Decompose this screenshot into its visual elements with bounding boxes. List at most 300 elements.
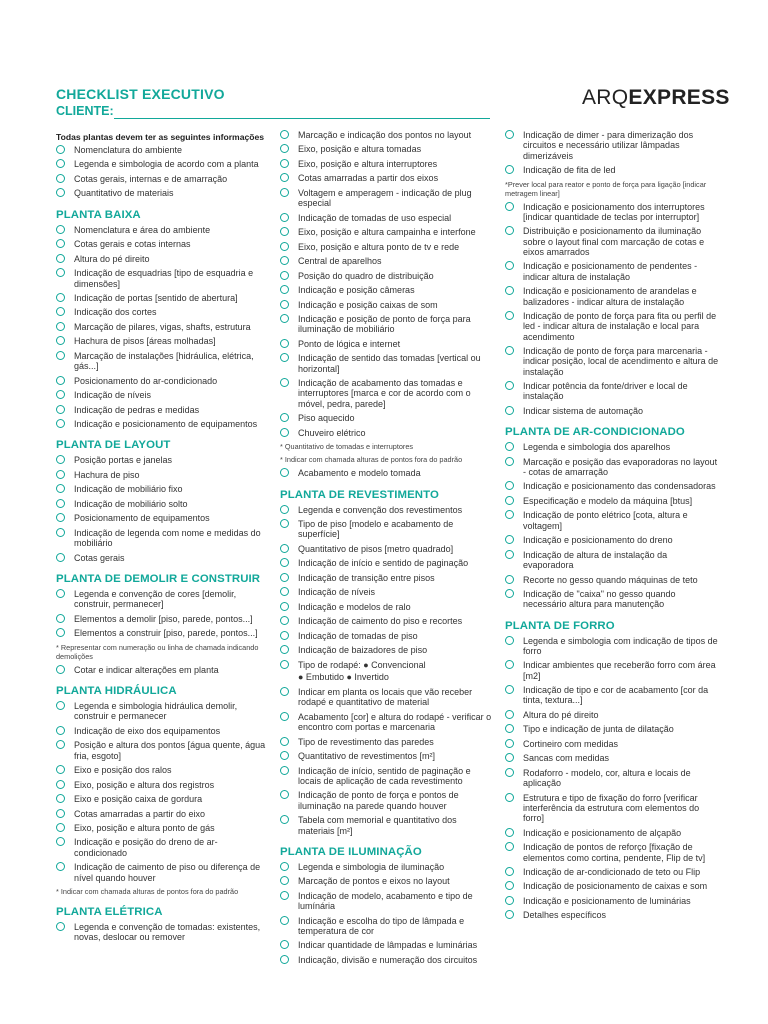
circle-checkbox-icon[interactable] <box>56 837 65 846</box>
checklist-item-label: Nomenclatura do ambiente <box>74 145 183 155</box>
circle-checkbox-icon[interactable] <box>56 628 65 637</box>
circle-checkbox-icon[interactable] <box>280 413 289 422</box>
checklist-item[interactable] <box>505 724 719 734</box>
circle-checkbox-icon[interactable] <box>505 896 514 905</box>
circle-checkbox-icon[interactable] <box>505 768 514 777</box>
checklist-item[interactable] <box>56 145 270 155</box>
checklist-item[interactable] <box>56 726 270 736</box>
checklist-item-label: Chuveiro elétrico <box>298 427 366 438</box>
checklist-item-label: Rodaforro - modelo, cor, altura e locais de aplicação <box>523 767 691 789</box>
checklist-item[interactable] <box>56 823 270 833</box>
checklist-item[interactable] <box>56 254 270 264</box>
checklist-item-label: Sancas com medidas <box>523 753 610 764</box>
circle-checkbox-icon[interactable] <box>505 261 514 270</box>
circle-checkbox-icon[interactable] <box>56 740 65 749</box>
checklist-item-label: Tipo de revestimento das paredes <box>298 736 434 747</box>
checklist-item-label: Posição e altura dos pontos [água quente, água fria, esgoto] <box>74 740 266 761</box>
checklist-item-label: Marcação e indicação dos pontos no layout <box>298 130 472 140</box>
checklist-item-label: Indicação de altura de instalação da evaporadora <box>523 549 668 571</box>
circle-checkbox-icon[interactable] <box>280 144 289 153</box>
checklist-item[interactable] <box>505 710 719 720</box>
checklist-item[interactable] <box>505 481 719 491</box>
circle-checkbox-icon[interactable] <box>280 737 289 746</box>
checklist-item[interactable] <box>280 587 494 597</box>
checklist-item-label: Recorte no gesso quando máquinas de teto <box>523 574 698 585</box>
checklist-item[interactable] <box>505 739 719 749</box>
checklist-item-label: Detalhes específicos <box>523 910 607 921</box>
circle-checkbox-icon[interactable] <box>280 587 289 596</box>
checklist-item-label: Piso aquecido <box>298 413 355 424</box>
circle-checkbox-icon[interactable] <box>280 227 289 236</box>
checklist-item-label: Indicação de início, sentido de paginação e locais de aplicação de cada revestimento <box>298 765 471 786</box>
checklist-item[interactable] <box>505 550 719 571</box>
circle-checkbox-icon[interactable] <box>280 353 289 362</box>
circle-checkbox-icon[interactable] <box>280 751 289 760</box>
circle-checkbox-icon[interactable] <box>280 558 289 567</box>
checklist-item[interactable] <box>505 636 719 657</box>
checklist-item[interactable] <box>56 419 270 429</box>
circle-checkbox-icon[interactable] <box>505 130 514 139</box>
circle-checkbox-icon[interactable] <box>505 496 514 505</box>
circle-checkbox-icon[interactable] <box>505 457 514 466</box>
checklist-item-label: Indicação e posicionamento de arandelas e balizadores - indicar altura de instalação <box>523 286 697 307</box>
circle-checkbox-icon[interactable] <box>280 339 289 348</box>
circle-checkbox-icon[interactable] <box>56 405 65 414</box>
circle-checkbox-icon[interactable] <box>280 314 289 323</box>
circle-checkbox-icon[interactable] <box>280 130 289 139</box>
checklist-item[interactable] <box>56 225 270 235</box>
circle-checkbox-icon[interactable] <box>280 300 289 309</box>
checklist-item-label: Indicação e posicionamento de alçapão <box>523 827 682 838</box>
circle-checkbox-icon[interactable] <box>56 665 65 674</box>
checklist-item[interactable] <box>280 790 494 811</box>
checklist-item[interactable] <box>280 862 494 872</box>
checklist-item[interactable] <box>280 544 494 554</box>
checklist-item[interactable] <box>56 922 270 943</box>
checklist-item[interactable] <box>56 470 270 480</box>
circle-checkbox-icon[interactable] <box>280 891 289 900</box>
circle-checkbox-icon[interactable] <box>56 794 65 803</box>
checklist-item[interactable] <box>505 575 719 585</box>
checklist-item[interactable] <box>280 428 494 438</box>
circle-checkbox-icon[interactable] <box>56 470 65 479</box>
circle-checkbox-icon[interactable] <box>280 271 289 280</box>
checklist-item-label: Indicação e posicionamento das condensadoras <box>523 481 716 492</box>
checklist-item-label: Indicação de baizadores de piso <box>298 645 428 656</box>
circle-checkbox-icon[interactable] <box>56 239 65 248</box>
checklist-item[interactable] <box>505 828 719 838</box>
checklist-item-label: Indicação de portas [sentido de abertura] <box>74 292 238 303</box>
checklist-item[interactable] <box>505 286 719 307</box>
checklist-item[interactable] <box>280 891 494 912</box>
checklist-item[interactable] <box>56 628 270 638</box>
circle-checkbox-icon[interactable] <box>56 922 65 931</box>
checklist-item[interactable] <box>280 353 494 374</box>
circle-checkbox-icon[interactable] <box>505 724 514 733</box>
circle-checkbox-icon[interactable] <box>280 616 289 625</box>
circle-checkbox-icon[interactable] <box>280 468 289 477</box>
circle-checkbox-icon[interactable] <box>505 575 514 584</box>
checklist-item-label: Posição portas e janelas <box>74 455 173 466</box>
checklist-item[interactable] <box>56 268 270 289</box>
checklist-item-label: Marcação de pilares, vigas, shafts, estrutura <box>74 321 251 332</box>
circle-checkbox-icon[interactable] <box>505 165 514 174</box>
circle-checkbox-icon[interactable] <box>56 336 65 345</box>
checklist-item-label: Legenda e convenção de tomadas: existentes, novas, deslocar ou remover <box>74 922 261 943</box>
circle-checkbox-icon[interactable] <box>505 381 514 390</box>
circle-checkbox-icon[interactable] <box>280 213 289 222</box>
circle-checkbox-icon[interactable] <box>505 710 514 719</box>
checklist-item[interactable] <box>56 239 270 249</box>
circle-checkbox-icon[interactable] <box>56 188 65 197</box>
checklist-item[interactable] <box>56 513 270 523</box>
checklist-item[interactable] <box>56 528 270 549</box>
circle-checkbox-icon[interactable] <box>280 712 289 721</box>
checklist-item[interactable] <box>505 202 719 223</box>
checklist-item[interactable] <box>280 940 494 950</box>
checklist-item-label: Indicação e posição de ponto de força para iluminação de mobiliário <box>298 314 471 335</box>
checklist-item-label: Elementos a construir [piso, parede, pontos...] <box>74 628 258 639</box>
checklist-item[interactable] <box>56 740 270 761</box>
circle-checkbox-icon[interactable] <box>56 614 65 623</box>
checklist-item[interactable] <box>56 553 270 563</box>
checklist-item-label: Ponto de lógica e internet <box>298 338 401 349</box>
checklist-item[interactable] <box>56 390 270 400</box>
checklist-item[interactable] <box>505 406 719 416</box>
checklist-item[interactable] <box>505 346 719 377</box>
checklist-item-label: Indicação e escolha do tipo de lâmpada e temperatura de cor <box>298 915 465 936</box>
checklist-item[interactable] <box>56 455 270 465</box>
circle-checkbox-icon[interactable] <box>56 780 65 789</box>
checklist-item-label: Eixo e posição dos ralos <box>74 765 172 776</box>
checklist-item[interactable] <box>280 645 494 655</box>
circle-checkbox-icon[interactable] <box>505 346 514 355</box>
checklist-item[interactable] <box>505 793 719 824</box>
checklist-item[interactable] <box>505 311 719 342</box>
checklist-item-label: Indicação de níveis <box>298 587 376 598</box>
circle-checkbox-icon[interactable] <box>280 505 289 514</box>
checklist-item-label: Indicação de caimento de piso ou diferença de nível quando houver <box>74 862 261 883</box>
circle-checkbox-icon[interactable] <box>56 765 65 774</box>
circle-checkbox-icon[interactable] <box>280 159 289 168</box>
checklist-item-label: Tipo e indicação de junta de dilatação <box>523 724 674 735</box>
circle-checkbox-icon[interactable] <box>56 145 65 154</box>
checklist-item[interactable] <box>505 457 719 478</box>
circle-checkbox-icon[interactable] <box>56 823 65 832</box>
checklist-item[interactable] <box>280 213 494 223</box>
checklist-item[interactable] <box>505 535 719 545</box>
checklist-item[interactable] <box>505 896 719 906</box>
checklist-item[interactable] <box>280 602 494 612</box>
circle-checkbox-icon[interactable] <box>56 701 65 710</box>
column-2 <box>280 130 494 969</box>
circle-checkbox-icon[interactable] <box>505 636 514 645</box>
circle-checkbox-icon[interactable] <box>505 202 514 211</box>
circle-checkbox-icon[interactable] <box>280 188 289 197</box>
circle-checkbox-icon[interactable] <box>280 519 289 528</box>
checklist-item[interactable] <box>56 322 270 332</box>
circle-checkbox-icon[interactable] <box>280 242 289 251</box>
checklist-item[interactable] <box>56 589 270 610</box>
circle-checkbox-icon[interactable] <box>280 544 289 553</box>
circle-checkbox-icon[interactable] <box>280 173 289 182</box>
checklist-item-label: Legenda e convenção de cores [demolir, construir, permanecer] <box>74 588 237 610</box>
checklist-item[interactable] <box>280 737 494 747</box>
checklist-item[interactable] <box>280 955 494 965</box>
checklist-item[interactable] <box>280 616 494 626</box>
checklist-item[interactable] <box>56 188 270 198</box>
checklist-item-label: Legenda e simbologia hidráulica demolir, construir e permanecer <box>74 701 238 722</box>
client-input-line[interactable] <box>114 118 490 119</box>
checklist-item[interactable] <box>56 780 270 790</box>
checklist-item[interactable] <box>56 174 270 184</box>
circle-checkbox-icon[interactable] <box>280 602 289 611</box>
circle-checkbox-icon[interactable] <box>505 481 514 490</box>
checklist-item-label: Indicação de tipo e cor de acabamento [cor da tinta, textura...] <box>523 685 709 706</box>
checklist-item[interactable] <box>56 376 270 386</box>
circle-checkbox-icon[interactable] <box>56 351 65 360</box>
circle-checkbox-icon[interactable] <box>56 293 65 302</box>
checklist-item-label: Quantitativo de materiais <box>74 188 174 199</box>
checklist-item[interactable] <box>280 766 494 787</box>
checklist-item[interactable] <box>280 173 494 183</box>
checklist-item-label: Indicação, divisão e numeração dos circuitos <box>298 954 478 965</box>
circle-checkbox-icon[interactable] <box>56 809 65 818</box>
circle-checkbox-icon[interactable] <box>505 510 514 519</box>
circle-checkbox-icon[interactable] <box>505 589 514 598</box>
checklist-item[interactable] <box>280 751 494 761</box>
checklist-item[interactable] <box>505 910 719 920</box>
checklist-item[interactable] <box>280 256 494 266</box>
checklist-item[interactable] <box>505 496 719 506</box>
circle-checkbox-icon[interactable] <box>505 685 514 694</box>
circle-checkbox-icon[interactable] <box>505 286 514 295</box>
checklist-item[interactable] <box>56 809 270 819</box>
circle-checkbox-icon[interactable] <box>280 660 289 669</box>
checklist-item-label: Especificação e modelo da máquina [btus] <box>523 495 693 506</box>
checklist-item[interactable] <box>280 558 494 568</box>
checklist-item[interactable] <box>56 862 270 883</box>
checklist-item[interactable] <box>505 381 719 402</box>
checklist-item-label: Indicação de ar-condicionado de teto ou Flip <box>523 866 701 877</box>
checklist-item-label: Legenda e simbologia com indicação de tipos de forro <box>523 635 718 656</box>
checklist-item[interactable] <box>56 837 270 858</box>
circle-checkbox-icon[interactable] <box>280 631 289 640</box>
checklist-item[interactable] <box>280 687 494 708</box>
checklist-item[interactable] <box>56 351 270 372</box>
footnote: * Indicar com chamada alturas de pontos fora do padrão <box>56 887 239 897</box>
checklist-item[interactable] <box>280 631 494 641</box>
checklist-item[interactable] <box>505 768 719 789</box>
checklist-item[interactable] <box>56 701 270 722</box>
circle-checkbox-icon[interactable] <box>505 226 514 235</box>
checklist-item[interactable] <box>505 261 719 282</box>
circle-checkbox-icon[interactable] <box>505 311 514 320</box>
checklist-item-label: Altura do pé direito <box>74 253 150 264</box>
checklist-item-label: Indicação de tomadas de uso especial <box>298 212 452 223</box>
checklist-item[interactable] <box>505 130 719 161</box>
checklist-item[interactable] <box>280 573 494 583</box>
circle-checkbox-icon[interactable] <box>505 406 514 415</box>
checklist-item[interactable] <box>56 794 270 804</box>
circle-checkbox-icon[interactable] <box>280 790 289 799</box>
checklist-item-label: Indicação de posicionamento de caixas e som <box>523 881 708 892</box>
checklist-item[interactable] <box>280 285 494 295</box>
circle-checkbox-icon[interactable] <box>56 307 65 316</box>
circle-checkbox-icon[interactable] <box>56 419 65 428</box>
circle-checkbox-icon[interactable] <box>280 285 289 294</box>
checklist-item[interactable] <box>280 660 494 670</box>
circle-checkbox-icon[interactable] <box>280 940 289 949</box>
checklist-item-label: Cotas gerais e cotas internas <box>74 239 191 250</box>
checklist-item-label: Indicar potência da fonte/driver e local de instalação <box>523 381 688 402</box>
circle-checkbox-icon[interactable] <box>280 815 289 824</box>
checklist-item[interactable] <box>56 307 270 317</box>
checklist-item-label: Eixo, posição e altura interruptores <box>298 158 438 169</box>
checklist-item[interactable] <box>280 378 494 409</box>
circle-checkbox-icon[interactable] <box>56 513 65 522</box>
checklist-item[interactable] <box>280 271 494 281</box>
section-heading: PLANTA DE AR-CONDICIONADO <box>505 426 685 439</box>
circle-checkbox-icon[interactable] <box>280 428 289 437</box>
circle-checkbox-icon[interactable] <box>280 573 289 582</box>
checklist-item-label: Indicação de esquadrias [tipo de esquadria e dimensões] <box>74 268 254 289</box>
section-heading: PLANTA DE DEMOLIR E CONSTRUIR <box>56 572 261 585</box>
circle-checkbox-icon[interactable] <box>505 660 514 669</box>
circle-checkbox-icon[interactable] <box>505 910 514 919</box>
checklist-item-label: Estrutura e tipo de fixação do forro [verificar interferência da estrutura com elementos do forro] <box>523 792 700 824</box>
circle-checkbox-icon[interactable] <box>280 378 289 387</box>
checklist-item[interactable] <box>56 159 270 169</box>
circle-checkbox-icon[interactable] <box>56 553 65 562</box>
checklist-item[interactable] <box>56 293 270 303</box>
circle-checkbox-icon[interactable] <box>280 645 289 654</box>
circle-checkbox-icon[interactable] <box>56 589 65 598</box>
circle-checkbox-icon[interactable] <box>505 881 514 890</box>
checklist-item[interactable] <box>56 484 270 494</box>
checklist-item[interactable] <box>56 665 270 675</box>
checklist-item-label: Indicação de ponto elétrico [cota, altura e voltagem] <box>523 510 688 531</box>
circle-checkbox-icon[interactable] <box>56 390 65 399</box>
circle-checkbox-icon[interactable] <box>56 862 65 871</box>
checklist-item-label: Indicar quantidade de lâmpadas e luminárias <box>298 940 478 951</box>
circle-checkbox-icon[interactable] <box>505 842 514 851</box>
circle-checkbox-icon[interactable] <box>56 455 65 464</box>
checklist-item[interactable] <box>280 144 494 154</box>
circle-checkbox-icon[interactable] <box>280 766 289 775</box>
checklist-item-label: Marcação de instalações [hidráulica, elétrica, gás...] <box>74 350 254 372</box>
checklist-item[interactable] <box>56 499 270 509</box>
checklist-item[interactable] <box>56 614 270 624</box>
checklist-item[interactable] <box>56 336 270 346</box>
checklist-item-label: Indicar ambientes que receberão forro com área [m2] <box>523 660 716 681</box>
checklist-item[interactable] <box>280 519 494 540</box>
checklist-item[interactable] <box>280 339 494 349</box>
circle-checkbox-icon[interactable] <box>280 876 289 885</box>
checklist-item[interactable] <box>505 442 719 452</box>
circle-checkbox-icon[interactable] <box>56 159 65 168</box>
checklist-item-label: Legenda e simbologia de acordo com a planta <box>74 159 259 170</box>
checklist-item[interactable] <box>280 300 494 310</box>
checklist-item-label: Indicação de dimer - para dimerização dos circuitos e necessário utilizar lâmpadas dimerizáveis <box>523 130 694 161</box>
checklist-item[interactable] <box>505 510 719 531</box>
checklist-item-label: Indicação de legenda com nome e medidas do mobiliário <box>74 527 261 549</box>
checklist-item[interactable] <box>280 815 494 836</box>
circle-checkbox-icon[interactable] <box>56 268 65 277</box>
circle-checkbox-icon[interactable] <box>56 499 65 508</box>
checklist-item[interactable] <box>280 188 494 209</box>
circle-checkbox-icon[interactable] <box>505 550 514 559</box>
checklist-item-label: Indicação e posição caixas de som <box>298 299 438 310</box>
circle-checkbox-icon[interactable] <box>280 862 289 871</box>
checklist-item[interactable] <box>280 159 494 169</box>
checklist-item-label: Tipo de rodapé: ● Convencional <box>298 659 426 670</box>
circle-checkbox-icon[interactable] <box>505 535 514 544</box>
circle-checkbox-icon[interactable] <box>56 254 65 263</box>
checklist-item[interactable] <box>56 405 270 415</box>
checklist-item[interactable] <box>505 589 719 610</box>
checklist-item[interactable] <box>505 685 719 706</box>
checklist-item[interactable] <box>280 505 494 515</box>
checklist-item[interactable] <box>505 226 719 257</box>
footnote: * Representar com numeração ou linha de chamada indicando demolições <box>56 642 259 661</box>
checklist-item-label: Eixo, posição e altura ponto de gás <box>74 822 215 833</box>
checklist-item-label: Eixo e posição caixa de gordura <box>74 794 203 805</box>
circle-checkbox-icon[interactable] <box>280 916 289 925</box>
checklist-item-label: Indicação de eixo dos equipamentos <box>74 725 221 736</box>
circle-checkbox-icon[interactable] <box>56 225 65 234</box>
checklist-item[interactable] <box>505 165 719 175</box>
checklist-item[interactable] <box>280 468 494 478</box>
checklist-item[interactable] <box>280 712 494 733</box>
checklist-item[interactable] <box>280 413 494 423</box>
checklist-item-label: Posicionamento de equipamentos <box>74 513 210 524</box>
checklist-item[interactable] <box>280 130 494 140</box>
checklist-item[interactable] <box>280 314 494 335</box>
checklist-item[interactable] <box>280 227 494 237</box>
circle-checkbox-icon[interactable] <box>505 828 514 837</box>
checklist-item[interactable] <box>505 753 719 763</box>
checklist-item[interactable] <box>505 660 719 681</box>
client-label: CLIENTE: <box>56 104 114 118</box>
circle-checkbox-icon[interactable] <box>56 376 65 385</box>
circle-checkbox-icon[interactable] <box>505 442 514 451</box>
circle-checkbox-icon[interactable] <box>56 174 65 183</box>
checklist-item[interactable] <box>505 842 719 863</box>
checklist-item-label: Eixo, posição e altura dos registros <box>74 779 215 790</box>
circle-checkbox-icon[interactable] <box>56 484 65 493</box>
checklist-item-label: Indicação de tomadas de piso <box>298 630 418 641</box>
checklist-item[interactable] <box>56 765 270 775</box>
circle-checkbox-icon[interactable] <box>56 528 65 537</box>
circle-checkbox-icon[interactable] <box>280 256 289 265</box>
section-heading: PLANTA DE FORRO <box>505 619 615 632</box>
checklist-item[interactable] <box>505 881 719 891</box>
circle-checkbox-icon[interactable] <box>280 687 289 696</box>
circle-checkbox-icon[interactable] <box>505 793 514 802</box>
checklist-item-label: Indicação e posicionamento do dreno <box>523 535 673 546</box>
circle-checkbox-icon[interactable] <box>505 753 514 762</box>
checklist-item[interactable] <box>280 876 494 886</box>
circle-checkbox-icon[interactable] <box>56 322 65 331</box>
checklist-item[interactable] <box>505 867 719 877</box>
circle-checkbox-icon[interactable] <box>280 955 289 964</box>
circle-checkbox-icon[interactable] <box>56 726 65 735</box>
checklist-item[interactable] <box>280 916 494 937</box>
checklist-item[interactable] <box>280 242 494 252</box>
circle-checkbox-icon[interactable] <box>505 867 514 876</box>
circle-checkbox-icon[interactable] <box>505 739 514 748</box>
